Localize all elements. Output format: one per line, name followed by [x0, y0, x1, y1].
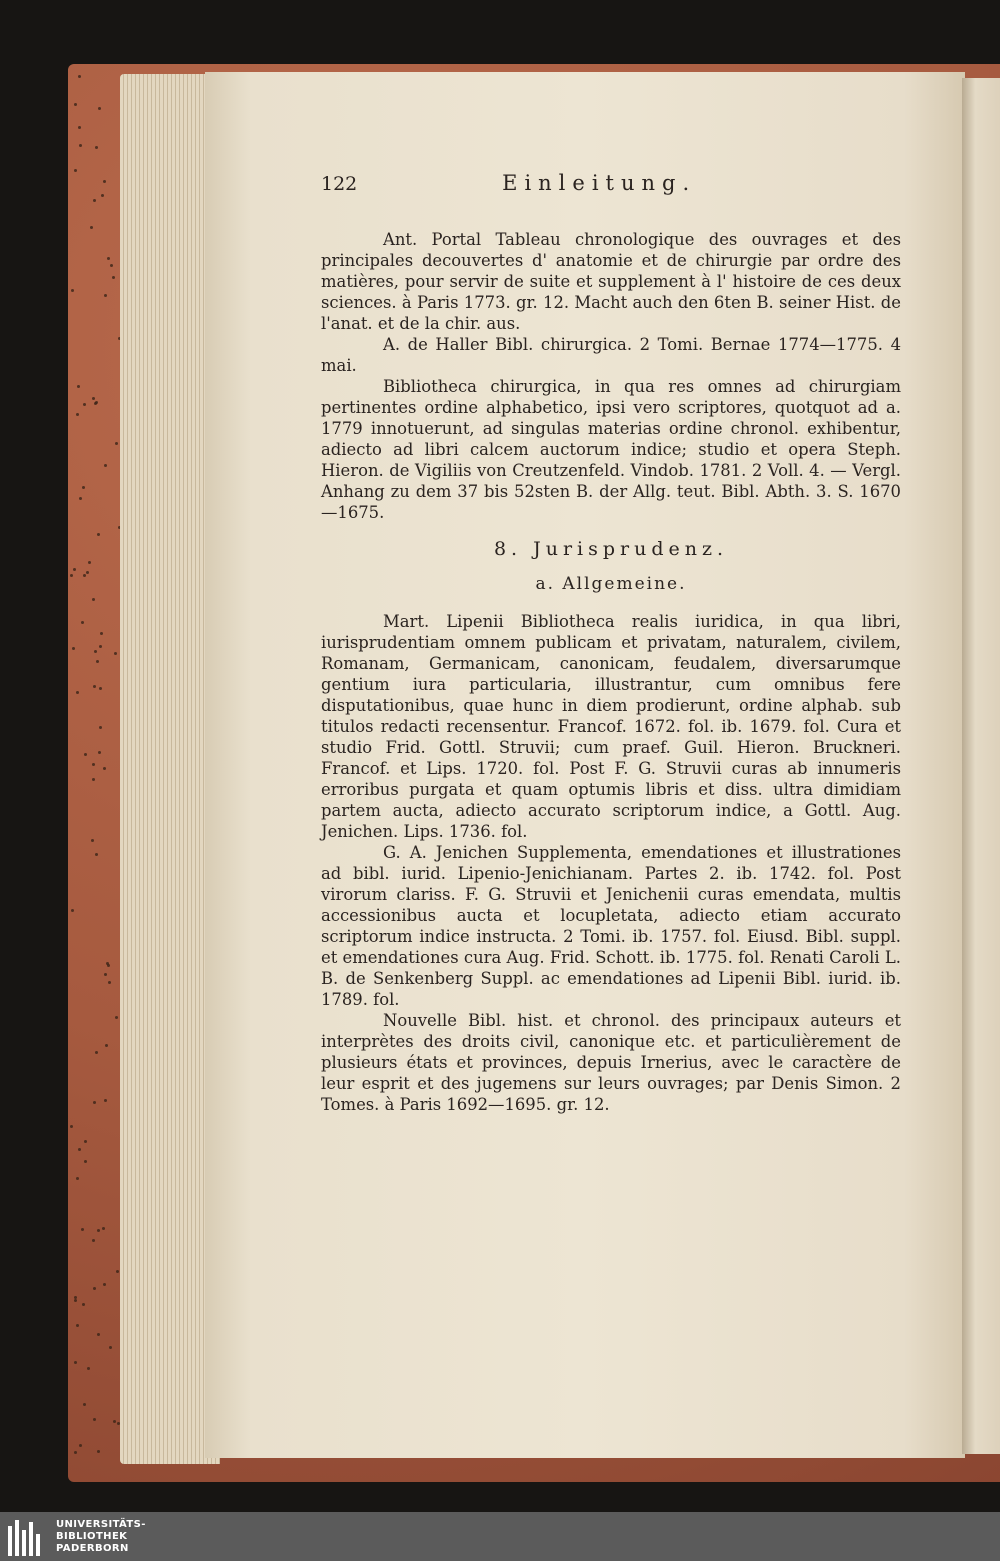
cover-speckle	[103, 767, 106, 770]
entry-lipenius: Mart. Lipenii Bibliotheca realis iuridica, in qua libri, iurisprudentiam omnem publicam et privatam, naturalem, civilem, Romanam, Germanicam, canonicam, feudalem, diversarumque gentium iura particularia, illustrantur, cum omnibus fere disputationibus, quae hunc in diem prodierunt, ordine alphab. sub titulos redacti recensentur. Francof. 1672. fol. ib. 1679. fol. Cura et studio Frid. Gottl. Struvii; cum praef. Guil. Hieron. Bruckneri. Francof. et Lips. 1720. fol. Post F. G. Struvii curas ab innumeris erroribus purgata et quam optumis libris et diss. ultra dimidiam partem aucta, adiecto accurato scriptorum indice, a Gottl. Aug. Jenichen. Lips. 1736. fol.	[321, 612, 901, 841]
cover-speckle	[71, 289, 74, 292]
cover-speckle	[94, 650, 97, 653]
facing-page-edge	[962, 78, 1000, 1454]
cover-speckle	[98, 107, 101, 110]
cover-speckle	[76, 1177, 79, 1180]
cover-speckle	[78, 75, 81, 78]
cover-speckle	[93, 1418, 96, 1421]
cover-speckle	[72, 647, 75, 650]
cover-speckle	[91, 839, 94, 842]
library-name-line1: UNIVERSITÄTS-	[56, 1519, 146, 1530]
cover-speckle	[76, 413, 79, 416]
cover-speckle	[83, 1403, 86, 1406]
cover-speckle	[112, 276, 115, 279]
entry-vigiliis: Bibliotheca chirurgica, in qua res omnes ad chirurgiam pertinentes ordine alphabetico, ipsi vero scriptores, quotquot ad a. 1779 innotuerunt, ad singulas materias ordine chronol. exhibentur, adiecto ad libri calcem auctorum indice; studio et opera Steph. Hieron. de Vigiliis von Creutzenfeld. Vindob. 1781. 2 Voll. 4. — Vergl. Anhang zu dem 37 bis 52sten B. der Allg. teut. Bibl. Abth. 3. S. 1670—1675.	[321, 377, 901, 522]
cover-speckle	[71, 909, 74, 912]
cover-speckle	[99, 645, 102, 648]
cover-speckle	[96, 660, 99, 663]
cover-speckle	[74, 1299, 77, 1302]
cover-speckle	[98, 751, 101, 754]
cover-speckle	[109, 1346, 112, 1349]
page-number: 122	[321, 173, 358, 195]
cover-speckle	[73, 568, 76, 571]
cover-speckle	[93, 1101, 96, 1104]
cover-speckle	[97, 533, 100, 536]
subsection-heading: a. Allgemeine.	[535, 574, 687, 594]
library-name-line2: BIBLIOTHEK	[56, 1531, 128, 1542]
cover-speckle	[92, 1239, 95, 1242]
page-header	[321, 173, 901, 203]
cover-speckle	[95, 146, 98, 149]
page-text	[321, 173, 901, 1115]
cover-speckle	[82, 486, 85, 489]
cover-speckle	[87, 1367, 90, 1370]
cover-speckle	[79, 1444, 82, 1447]
cover-speckle	[92, 598, 95, 601]
library-footer	[0, 1512, 1000, 1561]
cover-speckle	[79, 144, 82, 147]
entry-haller: A. de Haller Bibl. chirurgica. 2 Tomi. Bernae 1774—1775. 4 mai.	[321, 335, 901, 375]
cover-speckle	[88, 561, 91, 564]
cover-speckle	[95, 853, 98, 856]
cover-speckle	[70, 574, 73, 577]
cover-speckle	[116, 1270, 119, 1273]
cover-speckle	[83, 403, 86, 406]
cover-speckle	[114, 652, 117, 655]
library-name-line3: PADERBORN	[56, 1543, 129, 1554]
cover-speckle	[70, 1125, 73, 1128]
cover-speckle	[105, 1044, 108, 1047]
entry-portal: Ant. Portal Tableau chronologique des ouvrages et des principales decouvertes d' anatomie et de chirurgie par ordre des matières, pour servir de suite et supplement à l' histoire de ces deux sciences. à Paris 1773. gr. 12. Macht auch den 6ten B. seiner Hist. de l'anat. et de la chir. aus.	[321, 230, 901, 333]
entry-simon: Nouvelle Bibl. hist. et chronol. des principaux auteurs et interprètes des droits civil, canonique etc. et particulièrement de plusieurs états et provinces, depuis Irnerius, avec le caractère de leur esprit et des jugemens sur leurs ouvrages; par Denis Simon. 2 Tomes. à Paris 1692—1695. gr. 12.	[321, 1011, 901, 1114]
cover-speckle	[97, 1450, 100, 1453]
cover-speckle	[81, 1228, 84, 1231]
cover-speckle	[103, 1283, 106, 1286]
cover-speckle	[76, 1324, 79, 1327]
cover-speckle	[92, 763, 95, 766]
cover-speckle	[99, 687, 102, 690]
cover-speckle	[113, 1420, 116, 1423]
cover-speckle	[100, 632, 103, 635]
cover-speckle	[74, 1361, 77, 1364]
cover-speckle	[102, 1227, 105, 1230]
cover-speckle	[79, 497, 82, 500]
cover-speckle	[107, 257, 110, 260]
cover-speckle	[93, 685, 96, 688]
cover-speckle	[104, 294, 107, 297]
entry-jenichen: G. A. Jenichen Supplementa, emendationes et illustrationes ad bibl. iurid. Lipenio-Jenichianam. Partes 2. ib. 1742. fol. Post virorum clariss. F. G. Struvii et Jenichenii curas emendata, multis accessionibus aucta et locupletata, adiecto etiam accurato scriptorum indice instructa. 2 Tomi. ib. 1757. fol. Eiusd. Bibl. suppl. et emendationes cura Aug. Frid. Schott. ib. 1775. fol. Renati Caroli L. B. de Senkenberg Suppl. ac emendationes ad Lipenii Bibl. iurid. ib. 1789. fol.	[321, 843, 901, 1009]
cover-speckle	[94, 402, 97, 405]
cover-speckle	[78, 126, 81, 129]
cover-speckle	[74, 1451, 77, 1454]
cover-speckle	[83, 574, 86, 577]
cover-speckle	[77, 385, 80, 388]
cover-speckle	[108, 981, 111, 984]
cover-speckle	[84, 1140, 87, 1143]
cover-speckle	[84, 1160, 87, 1163]
cover-speckle	[92, 778, 95, 781]
cover-speckle	[104, 1099, 107, 1102]
cover-speckle	[81, 621, 84, 624]
section-heading: 8. Jurisprudenz.	[493, 538, 729, 560]
library-logo-icon	[8, 1518, 48, 1556]
cover-speckle	[104, 464, 107, 467]
cover-speckle	[90, 226, 93, 229]
cover-speckle	[115, 1016, 118, 1019]
cover-speckle	[103, 180, 106, 183]
cover-speckle	[97, 1333, 100, 1336]
cover-speckle	[99, 726, 102, 729]
cover-speckle	[92, 397, 95, 400]
cover-speckle	[115, 442, 118, 445]
cover-speckle	[86, 571, 89, 574]
running-head: Einleitung.	[502, 171, 697, 195]
cover-speckle	[97, 1229, 100, 1232]
cover-speckle	[84, 753, 87, 756]
cover-speckle	[110, 264, 113, 267]
cover-speckle	[101, 194, 104, 197]
cover-speckle	[78, 1148, 81, 1151]
cover-speckle	[93, 199, 96, 202]
library-name	[56, 1519, 146, 1555]
cover-speckle	[104, 973, 107, 976]
cover-speckle	[76, 691, 79, 694]
cover-speckle	[74, 103, 77, 106]
cover-speckle	[95, 1051, 98, 1054]
cover-speckle	[82, 1303, 85, 1306]
cover-speckle	[74, 169, 77, 172]
cover-speckle	[93, 1287, 96, 1290]
